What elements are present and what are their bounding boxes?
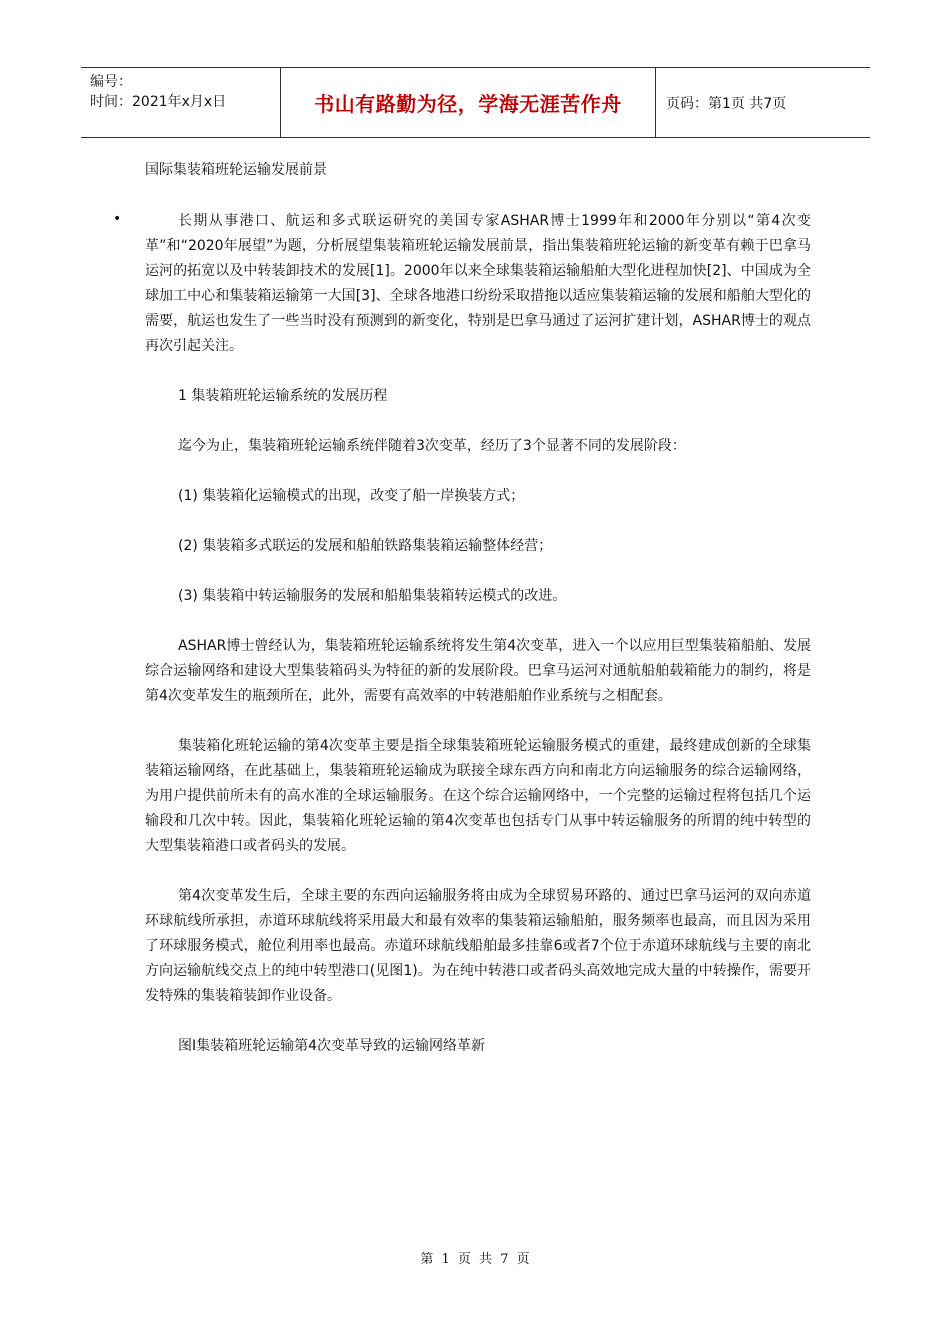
figure-caption: 图Ⅰ集装箱班轮运输第4次变革导致的运输网络革新 <box>178 1038 486 1054</box>
header-motto: 书山有路勤为径，学海无涯苦作舟 <box>314 92 622 116</box>
paragraph-global-network: 集装箱化班轮运输的第4次变革主要是指全球集装箱班轮运输服务模式的重建，最终建成创新的全球集装箱运输网络，在此基础上，集装箱班轮运输成为联接全球东西方向和南北方向运输服务的综合运输网络，为用户提供前所未有的高水准的全球运输服务。在这个综合运输网络中，一个完整的运输过程将包括几个运输段和几次中转。因此，集装箱化班轮运输的第4次变革也包括专门从事中转运输服务的所谓的纯中转型的大型集装箱港口或者码头的发展。 <box>145 738 811 854</box>
header-motto-cell <box>281 68 656 137</box>
header-page-cell <box>656 68 870 137</box>
header-page-info: 页码：第1页 共7页 <box>666 95 787 112</box>
document-number-label: 编号： <box>90 74 132 90</box>
paragraph-intro: 长期从事港口、航运和多式联运研究的美国专家ASHAR博士1999年和2000年分别以“第4次变革”和“2020年展望”为题，分析展望集装箱班轮运输发展前景，指出集装箱班轮运输的新变革有赖于巴拿马运河的拓宽以及中转装卸技术的发展[1]。2000年以来全球集装箱运输船舶大型化进程加快[2]、中国成为全球加工中心和集装箱运输第一大国[3]、全球各地港口纷纷采取措拖以适应集装箱运输的发展和船舶大型化的需要，航运也发生了一些当时没有预测到的新变化，特别是巴拿马通过了运河扩建计划，ASHAR博士的观点再次引起关注。 <box>145 213 811 354</box>
document-header <box>81 67 870 138</box>
paragraph-fourth-revolution: ASHAR博士曾经认为，集装箱班轮运输系统将发生第4次变革，进入一个以应用巨型集装箱船舶、发展综合运输网络和建设大型集装箱码头为特征的新的发展阶段。巴拿马运河对通航船舶载箱能力的制约，将是第4次变革发生的瓶颈所在，此外，需要有高效率的中转港船舶作业系统与之相配套。 <box>145 638 811 704</box>
bullet-marker: • <box>113 211 122 227</box>
list-item-stage-3: (3) 集装箱中转运输服务的发展和船船集装箱转运模式的改进。 <box>178 588 567 604</box>
header-meta-cell <box>81 68 281 137</box>
paragraph-stages-intro: 迄今为止，集装箱班轮运输系统伴随着3次变革，经历了3个显著不同的发展阶段： <box>178 438 686 454</box>
document-body <box>145 209 811 1059</box>
document-title: 国际集装箱班轮运输发展前景 <box>145 162 327 178</box>
list-item-stage-1: (1) 集装箱化运输模式的出现，改变了船一岸换装方式； <box>178 488 525 504</box>
section-heading: 1 集装箱班轮运输系统的发展历程 <box>178 388 388 404</box>
list-item-stage-2: (2) 集装箱多式联运的发展和船舶铁路集装箱运输整体经营； <box>178 538 553 554</box>
document-time-label: 时间：2021年x月x日 <box>90 94 227 110</box>
page-footer: 第 1 页 共 7 页 <box>420 1252 530 1267</box>
paragraph-equatorial-route: 第4次变革发生后，全球主要的东西向运输服务将由成为全球贸易环路的、通过巴拿马运河的双向赤道环球航线所承担，赤道环球航线将采用最大和最有效率的集装箱运输船舶，服务频率也最高，而且因为采用了环球服务模式，舱位利用率也最高。赤道环球航线船舶最多挂靠6或者7个位于赤道环球航线与主要的南北方向运输航线交点上的纯中转型港口(见图1)。为在纯中转港口或者码头高效地完成大量的中转操作，需要开发特殊的集装箱装卸作业设备。 <box>145 888 811 1004</box>
